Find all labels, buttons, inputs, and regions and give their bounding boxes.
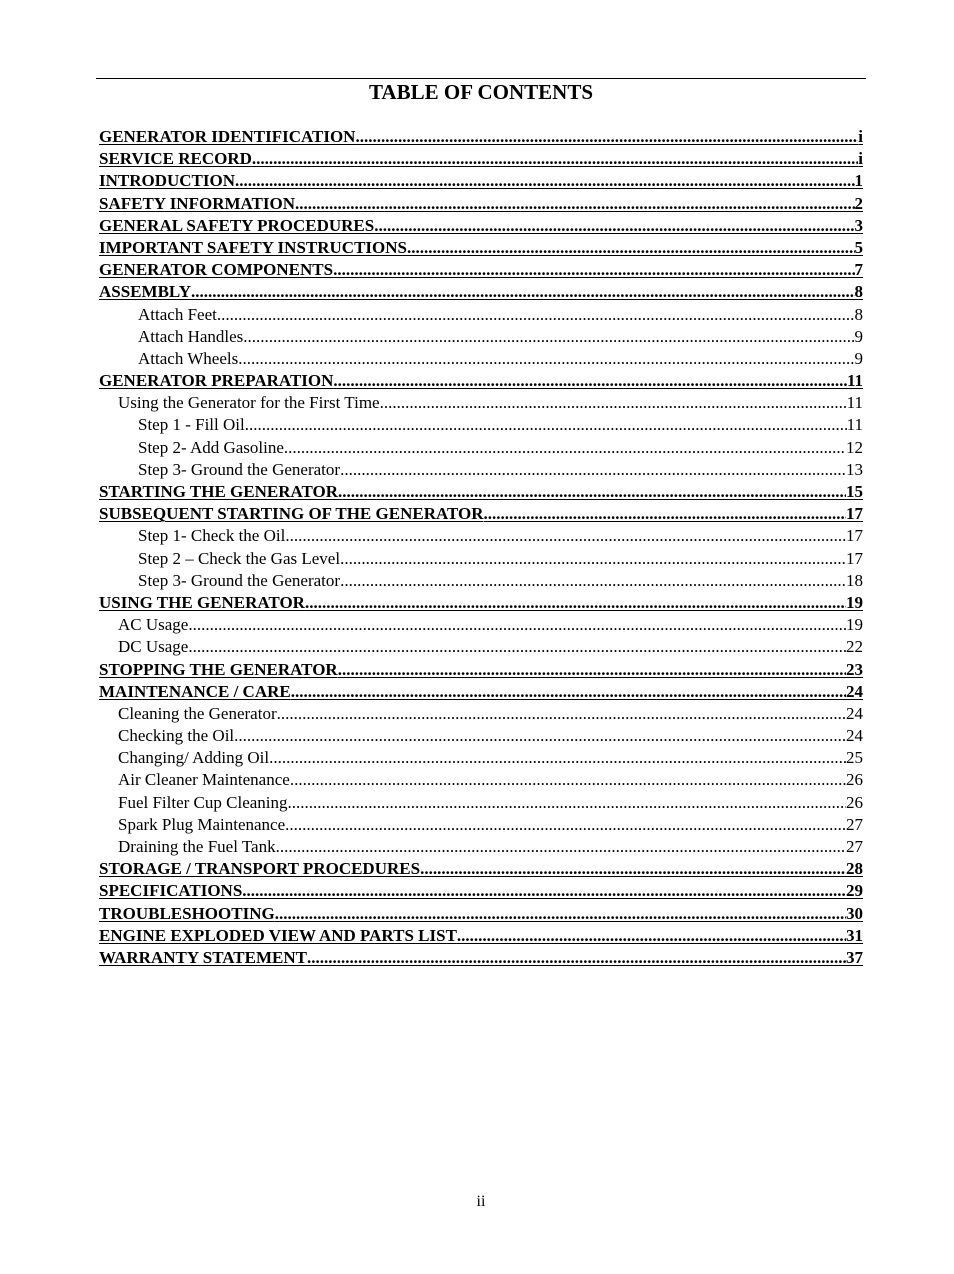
toc-entry-page: 15 <box>846 482 863 501</box>
toc-entry-label: SUBSEQUENT STARTING OF THE GENERATOR <box>99 504 484 524</box>
toc-entry-label: STOPPING THE GENERATOR <box>99 659 338 679</box>
toc-subsection-link[interactable] <box>99 414 863 436</box>
toc-entry-page: 18 <box>846 570 863 590</box>
toc-entry-label: Step 2 – Check the Gas Level <box>138 548 341 568</box>
header-rule <box>96 78 866 79</box>
toc-section-link[interactable] <box>99 237 863 259</box>
toc-entry-label: Attach Feet <box>138 304 217 324</box>
page-number: ii <box>476 1193 486 1210</box>
toc-entry-label: USING THE GENERATOR <box>99 592 305 612</box>
dot-leader <box>288 792 846 814</box>
dot-leader <box>295 193 855 215</box>
toc-subsection-link[interactable] <box>99 392 863 414</box>
dot-leader <box>484 503 846 525</box>
toc-entry-label: Air Cleaner Maintenance <box>118 770 290 790</box>
dot-leader <box>340 548 846 570</box>
toc-entry-page: 31 <box>846 925 863 945</box>
dot-leader <box>333 259 854 281</box>
toc-entry-page: 5 <box>854 237 863 257</box>
toc-entry-label: SAFETY INFORMATION <box>99 193 295 213</box>
toc-section-link[interactable] <box>99 170 863 192</box>
toc-entry-page: 37 <box>846 947 863 967</box>
toc-subsection-link[interactable] <box>99 747 863 769</box>
toc-entry-page: 12 <box>846 437 863 457</box>
toc-entry-label: GENERATOR COMPONENTS <box>99 260 334 280</box>
dot-leader <box>242 880 846 902</box>
dot-leader <box>285 814 846 836</box>
toc-section-link[interactable] <box>99 947 863 969</box>
dot-leader <box>340 459 846 481</box>
toc-entry-label: Using the Generator for the First Time <box>118 393 380 413</box>
dot-leader <box>407 237 855 259</box>
toc-entry-page: 11 <box>846 415 863 435</box>
toc-subsection-link[interactable] <box>99 703 863 725</box>
toc-entry-page: 19 <box>846 592 863 612</box>
toc-entry-page: 25 <box>846 748 863 768</box>
toc-section-link[interactable] <box>99 126 863 148</box>
toc-subsection-link[interactable] <box>99 814 863 836</box>
toc-entry-label: SERVICE RECORD <box>99 149 252 169</box>
toc-entry-label: STARTING THE GENERATOR <box>99 482 339 501</box>
dot-leader <box>420 858 846 880</box>
toc-entry-page: 1 <box>854 171 863 191</box>
toc-entry-page: i <box>858 127 863 146</box>
toc-entry-page: 24 <box>846 726 863 746</box>
dot-leader <box>355 126 858 148</box>
page-title: TABLE OF CONTENTS <box>368 80 594 104</box>
toc-entry-page: 13 <box>846 459 863 479</box>
toc-entry-page: 27 <box>846 814 863 834</box>
toc-subsection-link[interactable] <box>99 792 863 814</box>
toc-entry-page: 9 <box>854 326 863 346</box>
toc-entry-label: SPECIFICATIONS <box>99 881 243 901</box>
toc-entry-page: 27 <box>846 837 863 856</box>
toc-section-link[interactable] <box>99 592 863 614</box>
toc-entry-label: Changing/ Adding Oil <box>118 748 270 768</box>
dot-leader <box>238 348 854 370</box>
toc-entry-page: 26 <box>846 770 863 790</box>
dot-leader <box>275 903 846 925</box>
dot-leader <box>285 525 846 547</box>
dot-leader <box>276 836 846 858</box>
toc-subsection-link[interactable] <box>99 348 863 370</box>
toc-section-link[interactable] <box>99 903 863 925</box>
toc-entry-label: AC Usage <box>118 615 189 635</box>
toc-entry-label: Cleaning the Generator <box>118 703 277 723</box>
toc-entry-page: 26 <box>846 792 863 812</box>
toc-entry-label: WARRANTY STATEMENT <box>99 947 307 967</box>
toc-section-link[interactable] <box>99 148 863 170</box>
toc-entry-page: 9 <box>854 348 863 368</box>
dot-leader <box>217 304 855 326</box>
toc-entry-label: GENERAL SAFETY PROCEDURES <box>99 215 375 235</box>
dot-leader <box>333 370 847 392</box>
toc-entry-page: 30 <box>846 903 863 923</box>
toc-subsection-link[interactable] <box>99 636 863 658</box>
toc-entry-page: 24 <box>846 703 863 723</box>
toc-section-link[interactable] <box>99 215 863 237</box>
toc-section-link[interactable] <box>99 481 863 503</box>
toc-entry-label: Step 3- Ground the Generator <box>138 570 341 590</box>
dot-leader <box>284 437 846 459</box>
dot-leader <box>307 947 846 969</box>
toc-subsection-link[interactable] <box>99 725 863 747</box>
dot-leader <box>338 659 846 681</box>
toc-entry-label: GENERATOR IDENTIFICATION <box>99 127 356 146</box>
toc-entry-label: GENERATOR PREPARATION <box>99 371 334 391</box>
toc-section-link[interactable] <box>99 259 863 281</box>
toc-entry-label: ASSEMBLY <box>99 282 191 302</box>
toc-entry-page: 23 <box>846 659 863 679</box>
toc-section-link[interactable] <box>99 681 863 703</box>
toc-entry-page: 8 <box>854 304 863 324</box>
dot-leader <box>243 326 854 348</box>
toc-entry-label: Fuel Filter Cup Cleaning <box>118 792 288 812</box>
toc-section-link[interactable] <box>99 503 863 525</box>
dot-leader <box>191 281 855 303</box>
dot-leader <box>269 747 846 769</box>
toc-entry-page: 19 <box>846 615 863 635</box>
toc-entry-page: 8 <box>854 282 863 302</box>
toc-entry-label: IMPORTANT SAFETY INSTRUCTIONS <box>99 237 407 257</box>
dot-leader <box>291 681 846 703</box>
toc-section-link[interactable] <box>99 370 863 392</box>
toc-subsection-link[interactable] <box>99 525 863 547</box>
toc-entry-page: 24 <box>846 681 863 701</box>
toc-entry-label: STORAGE / TRANSPORT PROCEDURES <box>99 859 421 879</box>
toc-entry-label: Checking the Oil <box>118 726 235 746</box>
toc-subsection-link[interactable] <box>99 548 863 570</box>
toc-entry-page: 2 <box>854 193 863 213</box>
toc-subsection-link[interactable] <box>99 769 863 791</box>
toc-entry-page: 7 <box>854 260 863 280</box>
toc-entry-label: Step 1- Check the Oil <box>138 526 286 546</box>
toc-subsection-link[interactable] <box>99 836 863 858</box>
toc-entry-label: Step 3- Ground the Generator <box>138 459 341 479</box>
toc-entry-page: 11 <box>846 371 863 391</box>
toc-entry-label: ENGINE EXPLODED VIEW AND PARTS LIST <box>99 925 457 945</box>
dot-leader <box>235 170 854 192</box>
toc-entry-label: MAINTENANCE / CARE <box>99 681 291 701</box>
dot-leader <box>245 414 847 436</box>
dot-leader <box>234 725 846 747</box>
toc-entry-page: 17 <box>846 548 863 568</box>
toc-entry-label: Attach Handles <box>138 326 244 346</box>
dot-leader <box>338 481 846 503</box>
toc-entry-page: i <box>858 149 863 169</box>
dot-leader <box>277 703 846 725</box>
toc-entry-page: 17 <box>846 526 863 546</box>
dot-leader <box>374 215 854 237</box>
toc-subsection-link[interactable] <box>99 437 863 459</box>
toc-subsection-link[interactable] <box>99 459 863 481</box>
toc-entry-page: 17 <box>846 504 863 524</box>
toc-subsection-link[interactable] <box>99 304 863 326</box>
dot-leader <box>290 769 846 791</box>
dot-leader <box>188 636 846 658</box>
toc-section-link[interactable] <box>99 659 863 681</box>
toc-section-link[interactable] <box>99 281 863 303</box>
toc-entry-label: TROUBLESHOOTING <box>99 903 275 923</box>
toc-section-link[interactable] <box>99 880 863 902</box>
toc-subsection-link[interactable] <box>99 326 863 348</box>
toc-entry-label: Step 1 - Fill Oil <box>138 415 245 435</box>
toc-subsection-link[interactable] <box>99 570 863 592</box>
toc-section-link[interactable] <box>99 193 863 215</box>
toc-subsection-link[interactable] <box>99 614 863 636</box>
toc-entry-page: 11 <box>846 393 863 413</box>
toc-section-link[interactable] <box>99 858 863 880</box>
table-of-contents <box>99 126 863 969</box>
toc-entry-page: 22 <box>846 637 863 657</box>
toc-entry-page: 29 <box>846 881 863 901</box>
dot-leader <box>380 392 847 414</box>
toc-entry-label: INTRODUCTION <box>99 171 236 191</box>
dot-leader <box>457 925 846 947</box>
toc-entry-label: Attach Wheels <box>138 348 239 368</box>
dot-leader <box>252 148 858 170</box>
toc-entry-label: Draining the Fuel Tank <box>118 837 276 856</box>
dot-leader <box>188 614 846 636</box>
toc-entry-label: Step 2- Add Gasoline <box>138 437 284 457</box>
toc-section-link[interactable] <box>99 925 863 947</box>
toc-entry-page: 28 <box>846 859 863 879</box>
toc-entry-page: 3 <box>854 215 863 235</box>
toc-entry-label: Spark Plug Maintenance <box>118 814 286 834</box>
dot-leader <box>305 592 846 614</box>
toc-entry-label: DC Usage <box>118 637 189 657</box>
dot-leader <box>340 570 846 592</box>
